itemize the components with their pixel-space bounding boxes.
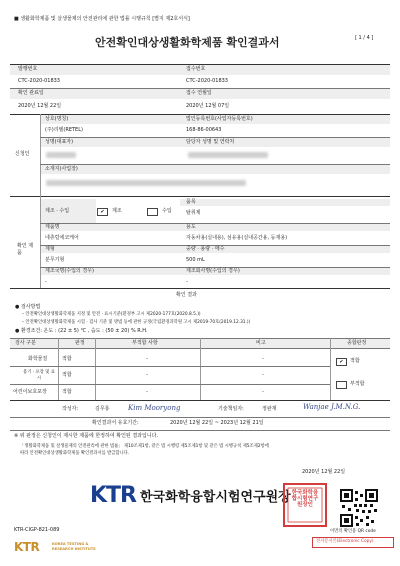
company-value: (주)리텔(RETEL) bbox=[45, 127, 83, 133]
col-header-overall: 종합판정 bbox=[347, 340, 367, 346]
check-icon: ✔ bbox=[100, 209, 105, 215]
page-title: 안전확인대상생활화학제품 확인결과서 bbox=[95, 36, 280, 49]
qr-code-icon[interactable] bbox=[340, 489, 378, 527]
receipt-no-label: 접수번호 bbox=[186, 66, 206, 72]
company-label: 상호(명칭) bbox=[45, 116, 69, 122]
row-child-nonconform: - bbox=[146, 389, 148, 395]
overall-fail-checkbox[interactable] bbox=[336, 381, 347, 389]
mfr-company-label: 제조회사명(수입의 경우) bbox=[186, 268, 240, 274]
manufacture-checkbox[interactable] bbox=[97, 208, 108, 216]
validity-label: 확인결과서 유효기간: bbox=[92, 420, 139, 426]
manufacture-label: 제조 bbox=[112, 208, 122, 214]
receipt-date-value: 2020년 12월 07일 bbox=[186, 103, 230, 109]
confirm-date-label: 확인 관료일 bbox=[18, 90, 44, 96]
overall-pass-label: 적합 bbox=[350, 358, 360, 364]
redacted-address bbox=[46, 180, 246, 186]
form-code: KTR-CIGP-821-089 bbox=[14, 527, 60, 533]
row-chemical-category: 화학물질 bbox=[28, 356, 48, 362]
contact-label: 담당자 성명 및 연락처 bbox=[186, 139, 235, 145]
col-header-verdict: 판정 bbox=[75, 340, 85, 346]
address-label: 소재지(사업장) bbox=[45, 166, 78, 172]
author-signature: Kim Mooryong bbox=[128, 404, 181, 412]
header-note: ■ 생활화학제품 및 살생물제의 안전관리에 관한 법률 시행규칙 [별지 제2호서식] bbox=[14, 16, 190, 22]
issue-no-value: CTC-2020-01833 bbox=[18, 78, 60, 84]
footer-tagline-1: KOREA TESTING & bbox=[52, 542, 89, 546]
footer-tagline-2: RESEARCH INSTITUTE bbox=[52, 547, 96, 551]
rep-label: 성명(대표자) bbox=[45, 139, 74, 145]
overall-fail-label: 부적합 bbox=[350, 381, 365, 387]
overall-pass-checkbox[interactable] bbox=[336, 358, 347, 366]
issue-date: 2020년 12월 22일 bbox=[302, 469, 346, 475]
bizno-value: 168-86-00643 bbox=[186, 127, 222, 133]
redacted-rep-name bbox=[46, 152, 76, 158]
official-seal-icon bbox=[282, 482, 328, 528]
check-icon: ✔ bbox=[339, 359, 344, 365]
form-value: 분무기형 bbox=[45, 257, 65, 263]
electronic-copy-label: 전자문서본(Electronic Copy) bbox=[316, 539, 374, 544]
item-label: 품목 bbox=[186, 199, 196, 205]
col-header-category: 검사 구분 bbox=[15, 340, 36, 346]
use-value: 자동차용(실내용), 섬유용(실내공간용, 등재용) bbox=[186, 235, 288, 241]
issue-no-label: 발행번호 bbox=[18, 66, 38, 72]
note-line-1: ※ 위 판정은 신청인이 제시한 제품에 한정하여 확인된 결과입니다. bbox=[14, 433, 159, 439]
row-package-verdict: 적합 bbox=[62, 372, 72, 378]
author-name: 김무룡 bbox=[95, 406, 110, 412]
bizno-label: 법인등록번호(사업자등록번호) bbox=[186, 116, 253, 122]
receipt-no-value: CTC-2020-01833 bbox=[186, 78, 228, 84]
product-name-label: 제품명 bbox=[45, 224, 60, 230]
results-title: 확인 결과 bbox=[176, 292, 197, 298]
confirm-date-value: 2020년 12월 22일 bbox=[18, 103, 62, 109]
tech-signature: Wanjae J.M.N.G. bbox=[303, 403, 361, 411]
institute-name: 한국화학융합시험연구원장 bbox=[140, 490, 291, 505]
page-indicator: [ 1 / 4 ] bbox=[355, 35, 374, 41]
row-package-remark: - bbox=[262, 372, 264, 378]
electronic-copy-box bbox=[312, 537, 394, 548]
use-label: 용도 bbox=[186, 224, 196, 230]
receipt-date-label: 접수 연월일 bbox=[186, 90, 212, 96]
row-chemical-nonconform: - bbox=[146, 356, 148, 362]
tech-label: 기술책임자: bbox=[218, 406, 244, 412]
row-child-category: 어린이보호포장 bbox=[13, 389, 47, 395]
row-child-verdict: 적합 bbox=[62, 389, 72, 395]
import-label-2: 수입 bbox=[162, 208, 172, 214]
env-conditions: ● 환경조건: 온도 : (22 ± 5) ℃ , 습도 : (50 ± 20) % R.H. bbox=[15, 328, 148, 334]
seal-text: 한국화학융합시험연구원장인 bbox=[291, 490, 319, 508]
validity-value: 2020년 12월 22일 ~ 2023년 12월 21일 bbox=[170, 420, 264, 426]
product-section-label: 확인 제품 bbox=[17, 243, 34, 256]
method-title: ● 검사방법 bbox=[15, 304, 41, 310]
author-label: 작성자: bbox=[62, 406, 79, 412]
import-checkbox[interactable] bbox=[147, 208, 158, 216]
col-header-nonconform: 부적합 사항 bbox=[132, 340, 158, 346]
form-label: 제형 bbox=[45, 246, 55, 252]
qr-caption: 이면의 확인용 QR code bbox=[330, 529, 376, 534]
mfr-country-label: 제조국명(수입의 경우) bbox=[45, 268, 94, 274]
product-name-value: 네츄럴에코케어 bbox=[45, 235, 79, 241]
mfr-country-value: - bbox=[45, 279, 47, 285]
row-package-category: 용기 · 포장 및 표시 bbox=[23, 370, 55, 381]
import-label: 제조 · 수입 bbox=[45, 208, 70, 214]
row-package-nonconform: - bbox=[146, 372, 148, 378]
method-line-1: – 안전확인대상생활화학제품 지정 및 안전 · 표시기준(환경부 고시 제2020-177호(2020.8.5.)) bbox=[22, 312, 201, 317]
volume-label: 중량 · 용량 · 매수 bbox=[186, 246, 225, 252]
note-line-2: 「생활화학제품 및 살생물제의 안전관리에 관한 법률」 제10조제1항, 같은 법 시행령 제5조제1항 및 같은 법 시행규칙 제5조제2항에 bbox=[20, 444, 269, 449]
ktr-logo: KTR bbox=[90, 483, 136, 508]
col-header-remark: 비고 bbox=[256, 340, 266, 346]
tech-name: 정완재 bbox=[262, 406, 277, 412]
row-child-remark: - bbox=[262, 389, 264, 395]
method-line-2: – 안전확인대상생활화학제품 시험 · 검사 기준 및 방법 등에 관한 규정(국립환경과학원 고시 제2019-70호(2019.12.31.)) bbox=[22, 320, 251, 325]
volume-value: 500 mL bbox=[186, 257, 205, 263]
mfr-company-value: - bbox=[186, 279, 188, 285]
note-line-3: 따라 안전확인대상생활화학제품 확인결과서를 발급합니다. bbox=[20, 451, 130, 456]
row-chemical-verdict: 적합 bbox=[62, 356, 72, 362]
item-value: 탈취제 bbox=[186, 210, 201, 216]
redacted-contact bbox=[188, 152, 268, 158]
applicant-section-label: 신청인 bbox=[15, 151, 30, 157]
footer-ktr-logo: KTR bbox=[14, 540, 40, 554]
row-chemical-remark: - bbox=[262, 356, 264, 362]
